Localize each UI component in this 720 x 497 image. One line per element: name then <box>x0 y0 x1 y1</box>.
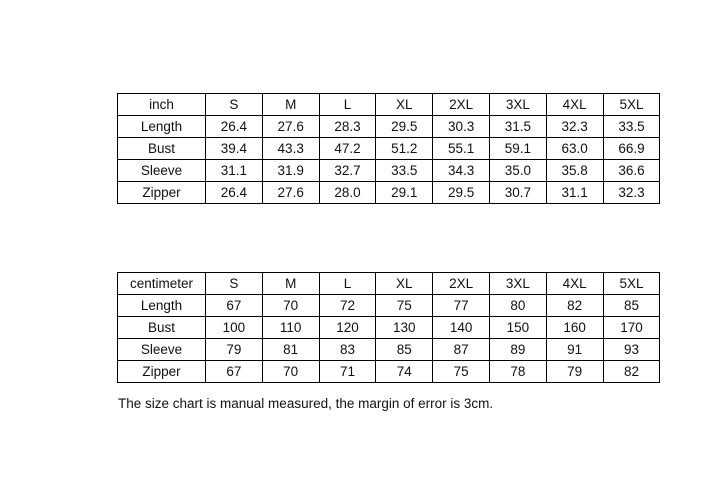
table-cell: 79 <box>546 361 603 383</box>
table-cell: 74 <box>376 361 433 383</box>
table-cell: 33.5 <box>603 116 660 138</box>
table-cell: 26.4 <box>206 116 263 138</box>
unit-label: inch <box>118 94 206 116</box>
inch-size-chart <box>117 93 645 204</box>
table-cell: 85 <box>376 339 433 361</box>
size-table <box>117 93 660 204</box>
table-row <box>118 339 660 361</box>
table-cell: 26.4 <box>206 182 263 204</box>
row-label: Sleeve <box>118 160 206 182</box>
table-cell: 35.0 <box>489 160 546 182</box>
table-cell: 100 <box>206 317 263 339</box>
row-label: Length <box>118 295 206 317</box>
table-cell: 28.3 <box>319 116 376 138</box>
table-cell: 27.6 <box>262 116 319 138</box>
column-header: XL <box>376 94 433 116</box>
table-cell: 51.2 <box>376 138 433 160</box>
table-cell: 32.3 <box>546 116 603 138</box>
table-cell: 110 <box>262 317 319 339</box>
row-label: Sleeve <box>118 339 206 361</box>
column-header: 4XL <box>546 273 603 295</box>
table-cell: 75 <box>433 361 490 383</box>
column-header: 5XL <box>603 94 660 116</box>
column-header: 2XL <box>433 94 490 116</box>
table-row <box>118 138 660 160</box>
table-cell: 31.5 <box>489 116 546 138</box>
table-cell: 28.0 <box>319 182 376 204</box>
table-cell: 29.1 <box>376 182 433 204</box>
table-cell: 30.3 <box>433 116 490 138</box>
table-cell: 75 <box>376 295 433 317</box>
table-cell: 33.5 <box>376 160 433 182</box>
table-cell: 120 <box>319 317 376 339</box>
row-label: Zipper <box>118 361 206 383</box>
table-cell: 67 <box>206 361 263 383</box>
table-cell: 30.7 <box>489 182 546 204</box>
table-cell: 32.7 <box>319 160 376 182</box>
unit-label: centimeter <box>118 273 206 295</box>
table-cell: 39.4 <box>206 138 263 160</box>
table-cell: 31.9 <box>262 160 319 182</box>
table-cell: 72 <box>319 295 376 317</box>
table-cell: 81 <box>262 339 319 361</box>
table-cell: 140 <box>433 317 490 339</box>
table-cell: 87 <box>433 339 490 361</box>
table-header-row <box>118 273 660 295</box>
column-header: 4XL <box>546 94 603 116</box>
table-cell: 43.3 <box>262 138 319 160</box>
table-cell: 77 <box>433 295 490 317</box>
table-cell: 67 <box>206 295 263 317</box>
column-header: 3XL <box>489 94 546 116</box>
table-cell: 36.6 <box>603 160 660 182</box>
table-row <box>118 361 660 383</box>
table-row <box>118 317 660 339</box>
table-cell: 47.2 <box>319 138 376 160</box>
table-cell: 80 <box>489 295 546 317</box>
table-header-row <box>118 94 660 116</box>
table-cell: 85 <box>603 295 660 317</box>
table-cell: 66.9 <box>603 138 660 160</box>
table-cell: 83 <box>319 339 376 361</box>
column-header: M <box>262 273 319 295</box>
column-header: 3XL <box>489 273 546 295</box>
column-header: S <box>206 94 263 116</box>
size-table <box>117 272 660 383</box>
table-cell: 170 <box>603 317 660 339</box>
table-body <box>118 94 660 204</box>
table-cell: 59.1 <box>489 138 546 160</box>
table-row <box>118 160 660 182</box>
row-label: Bust <box>118 317 206 339</box>
table-cell: 31.1 <box>206 160 263 182</box>
table-cell: 35.8 <box>546 160 603 182</box>
measurement-note: The size chart is manual measured, the margin of error is 3cm. <box>118 396 494 411</box>
table-cell: 29.5 <box>433 182 490 204</box>
table-cell: 55.1 <box>433 138 490 160</box>
table-cell: 78 <box>489 361 546 383</box>
table-cell: 70 <box>262 361 319 383</box>
column-header: XL <box>376 273 433 295</box>
centimeter-size-chart <box>117 272 644 383</box>
column-header: L <box>319 94 376 116</box>
column-header: 2XL <box>433 273 490 295</box>
table-cell: 71 <box>319 361 376 383</box>
table-cell: 150 <box>489 317 546 339</box>
row-label: Zipper <box>118 182 206 204</box>
table-cell: 82 <box>546 295 603 317</box>
table-cell: 91 <box>546 339 603 361</box>
column-header: M <box>262 94 319 116</box>
table-cell: 27.6 <box>262 182 319 204</box>
table-cell: 32.3 <box>603 182 660 204</box>
row-label: Length <box>118 116 206 138</box>
table-body <box>118 273 660 383</box>
table-row <box>118 116 660 138</box>
table-cell: 82 <box>603 361 660 383</box>
row-label: Bust <box>118 138 206 160</box>
column-header: 5XL <box>603 273 660 295</box>
table-cell: 63.0 <box>546 138 603 160</box>
table-cell: 79 <box>206 339 263 361</box>
column-header: L <box>319 273 376 295</box>
table-cell: 93 <box>603 339 660 361</box>
column-header: S <box>206 273 263 295</box>
table-row <box>118 295 660 317</box>
table-cell: 130 <box>376 317 433 339</box>
table-cell: 29.5 <box>376 116 433 138</box>
table-cell: 89 <box>489 339 546 361</box>
table-cell: 70 <box>262 295 319 317</box>
table-cell: 160 <box>546 317 603 339</box>
table-cell: 31.1 <box>546 182 603 204</box>
table-cell: 34.3 <box>433 160 490 182</box>
table-row <box>118 182 660 204</box>
